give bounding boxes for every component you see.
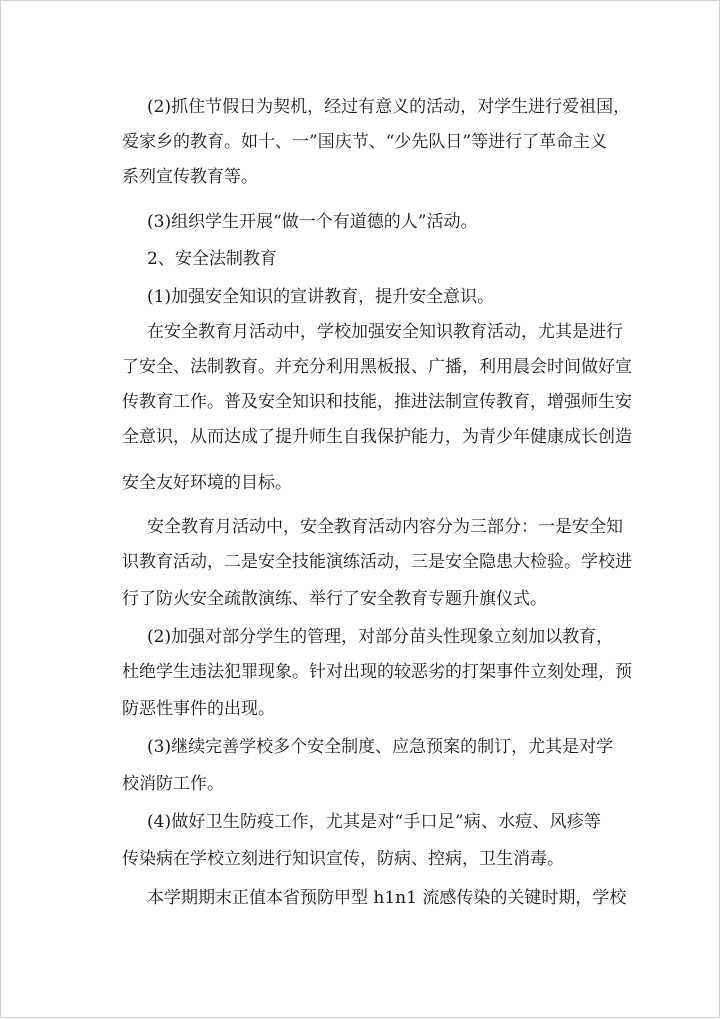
paragraph-line: (2)加强对部分学生的管理，对部分苗头性现象立刻加以教育， (147, 627, 614, 647)
paragraph-line: 传染病在学校立刻进行知识宣传，防病、控病，卫生消毒。 (122, 849, 564, 869)
paragraph-line: (4)做好卫生防疫工作，尤其是对“手口足”病、水痘、风疹等 (147, 812, 601, 832)
paragraph-line: 爱家乡的教育。如十、一”国庆节、“少先队日”等进行了革命主义 (122, 132, 608, 152)
paragraph-line: (1)加强安全知识的宣讲教育，提升安全意识。 (147, 287, 495, 307)
paragraph-line: 防恶性事件的出现。 (122, 699, 275, 719)
paragraph-line: (2)抓住节假日为契机，经过有意义的活动，对学生进行爱祖国， (147, 97, 631, 117)
paragraph-line: (3)组织学生开展“做一个有道德的人”活动。 (147, 212, 478, 232)
section-heading: 2、安全法制教育 (147, 249, 277, 269)
paragraph-line: 传教育工作。普及安全知识和技能，推进法制宣传教育，增强师生安 (122, 392, 632, 412)
paragraph-line: 校消防工作。 (122, 774, 224, 794)
paragraph-line: 了安全、法制教育。并充分利用黑板报、广播，利用晨会时间做好宣 (122, 357, 632, 377)
paragraph-line: 安全友好环境的目标。 (122, 473, 292, 493)
paragraph-line: 本学期期末正值本省预防甲型 h1n1 流感传染的关键时期，学校 (147, 888, 627, 908)
paragraph-line: 行了防火安全疏散演练、举行了安全教育专题升旗仪式。 (122, 589, 547, 609)
paragraph-line: 识教育活动，二是安全技能演练活动，三是安全隐患大检验。学校进 (122, 552, 632, 572)
paragraph-line: 杜绝学生违法犯罪现象。针对出现的较恶劣的打架事件立刻处理，预 (122, 662, 632, 682)
paragraph-line: 全意识，从而达成了提升师生自我保护能力，为青少年健康成长创造 (122, 427, 632, 447)
paragraph-line: (3)继续完善学校多个安全制度、应急预案的制订，尤其是对学 (147, 737, 614, 757)
document-body (1, 1, 720, 1019)
paragraph-line: 系列宣传教育等。 (122, 167, 258, 187)
paragraph-line: 安全教育月活动中，安全教育活动内容分为三部分：一是安全知 (147, 517, 623, 537)
paragraph-line: 在安全教育月活动中，学校加强安全知识教育活动，尤其是进行 (147, 322, 623, 342)
